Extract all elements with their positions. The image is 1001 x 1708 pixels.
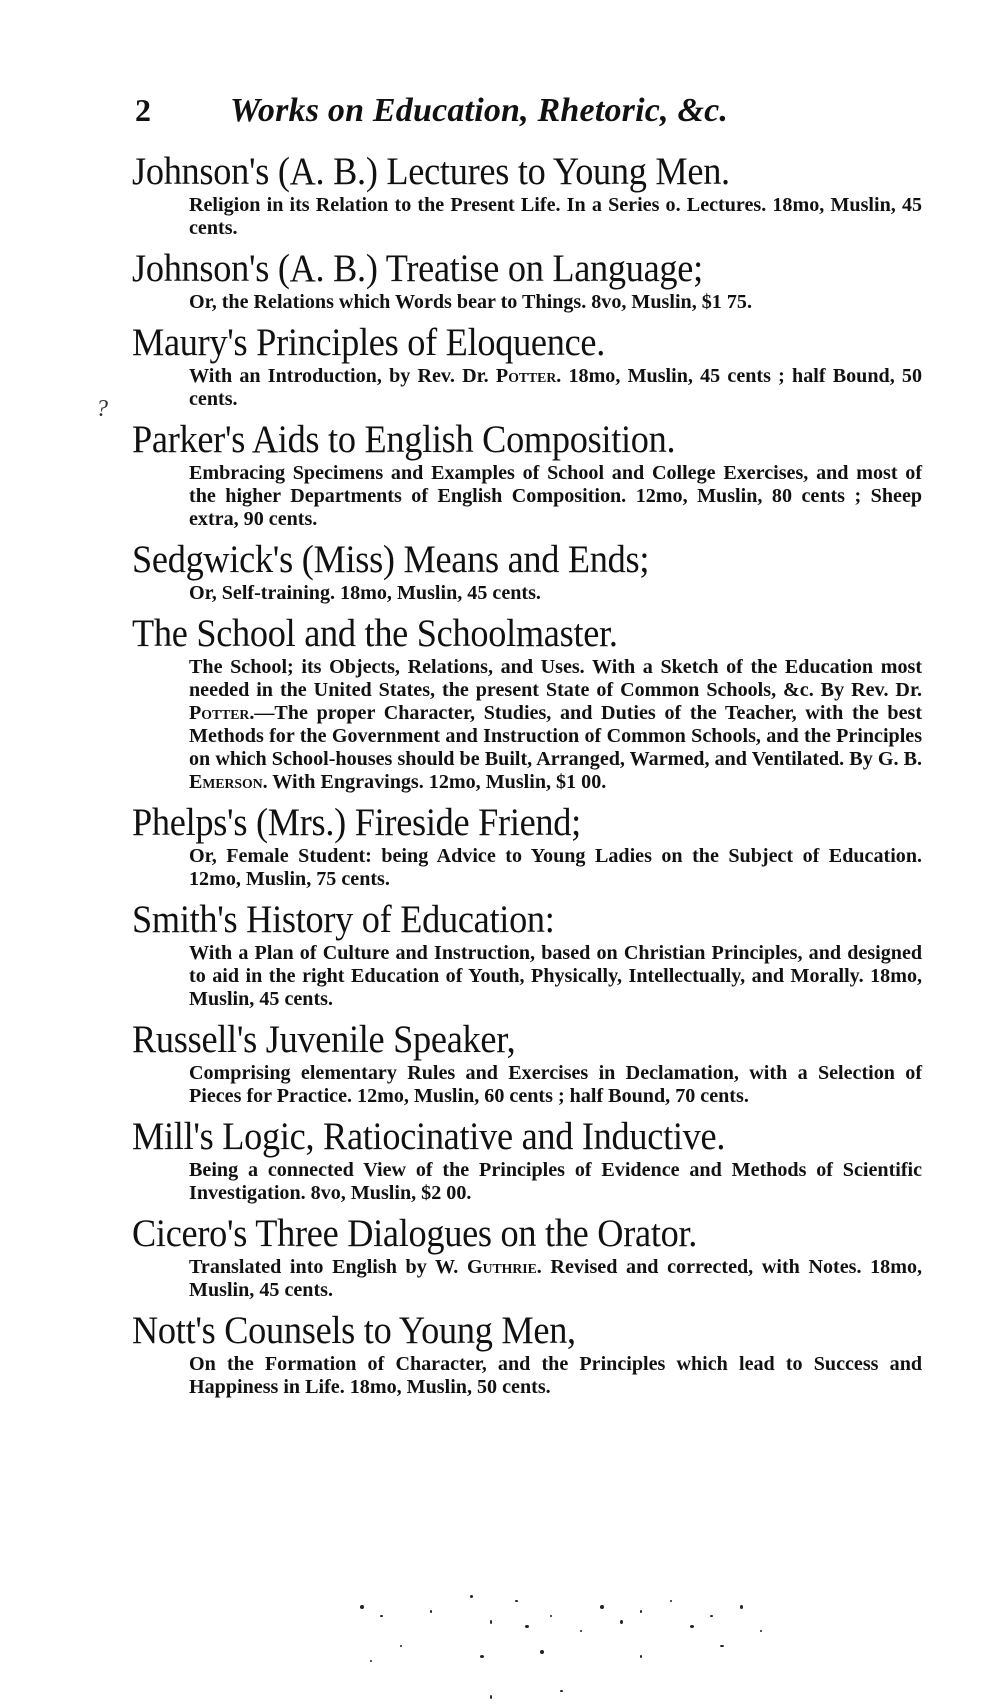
book-title: Maury's Principles of Eloquence.	[132, 321, 606, 364]
scan-noise	[340, 1585, 820, 1695]
book-title: Smith's History of Education:	[132, 898, 555, 941]
book-title: Sedgwick's (Miss) Means and Ends;	[132, 538, 650, 581]
scan-speck	[470, 1595, 473, 1598]
book-list	[132, 150, 942, 1406]
scan-speck	[640, 1610, 642, 1613]
scan-speck	[380, 1615, 383, 1617]
author-name: Potter	[495, 365, 557, 387]
page-number: 2	[135, 92, 151, 128]
scan-speck	[760, 1630, 762, 1632]
book-description: Comprising elementary Rules and Exercises in Declamation, with a Selection of Pieces for Practice. 12mo, Muslin, 60 cents ; half Bound, 70 cents.	[189, 1062, 923, 1107]
book-description	[189, 365, 922, 411]
scan-speck	[580, 1630, 582, 1632]
author-name: Emerson	[189, 771, 263, 793]
scan-speck	[490, 1695, 492, 1699]
scan-speck	[640, 1655, 642, 1658]
scan-speck	[550, 1615, 552, 1617]
book-description: Or, Self-training. 18mo, Muslin, 45 cents.	[189, 582, 541, 604]
desc-text: With an Introduction, by Rev. Dr.	[189, 365, 496, 387]
scan-speck	[740, 1605, 743, 1609]
scan-speck	[670, 1600, 672, 1602]
scan-speck	[720, 1645, 724, 1647]
scan-speck	[515, 1600, 518, 1602]
book-description	[189, 656, 922, 794]
scan-speck	[620, 1620, 623, 1624]
scan-speck	[710, 1615, 713, 1617]
book-entry	[132, 321, 942, 411]
book-entry	[132, 418, 942, 531]
book-title: Phelps's (Mrs.) Fireside Friend;	[132, 801, 581, 844]
scan-speck	[600, 1605, 604, 1609]
book-entry	[132, 247, 942, 314]
scan-speck	[370, 1660, 372, 1662]
desc-text: .—The proper Character, Studies, and Duties of the Teacher, with the best Methods for the Government and Instruction of Common Schools, and the Principles on which School-houses should be Built, Arranged, Warmed, and Ventilated. By G. B.	[189, 702, 923, 770]
author-name: Potter	[189, 702, 250, 724]
book-title: Russell's Juvenile Speaker,	[132, 1018, 516, 1061]
book-entry	[132, 150, 942, 240]
book-description: Being a connected View of the Principles of Evidence and Methods of Scientific Investigation. 8vo, Muslin, $2 00.	[189, 1159, 923, 1204]
book-entry	[132, 538, 942, 605]
book-title: Johnson's (A. B.) Lectures to Young Men.	[132, 150, 730, 193]
book-entry	[132, 1309, 942, 1399]
scan-speck	[480, 1655, 484, 1658]
book-description: On the Formation of Character, and the Principles which lead to Success and Happiness in Life. 18mo, Muslin, 50 cents.	[189, 1353, 923, 1398]
book-title: Mill's Logic, Ratiocinative and Inductive.	[132, 1115, 726, 1158]
book-description: Religion in its Relation to the Present Life. In a Series o. Lectures. 18mo, Muslin, 45 cents.	[189, 194, 923, 239]
book-title: Johnson's (A. B.) Treatise on Language;	[132, 247, 703, 290]
desc-text: Translated into English by W.	[189, 1256, 467, 1278]
scan-speck	[690, 1625, 694, 1628]
book-description: Embracing Specimens and Examples of School and College Exercises, and most of the higher Departments of English Composition. 12mo, Muslin, 80 cents ; Sheep extra, 90 cents.	[189, 462, 923, 530]
book-title: The School and the Schoolmaster.	[132, 612, 618, 655]
book-description: With a Plan of Culture and Instruction, based on Christian Principles, and designed to aid in the right Education of Youth, Physically, Intellectually, and Morally. 18mo, Muslin, 45 cents.	[189, 942, 923, 1010]
margin-annotation: ?	[96, 396, 108, 422]
book-description	[189, 1256, 922, 1302]
book-entry	[132, 1018, 942, 1108]
scan-speck	[360, 1605, 364, 1609]
desc-text: . Revised and corrected, with Notes. 18mo, Muslin, 45 cents.	[189, 1256, 923, 1301]
desc-text: The School; its Objects, Relations, and Uses. With a Sketch of the Education most needed in the United States, the present State of Common Schools, &c. By Rev. Dr.	[189, 656, 923, 701]
book-entry	[132, 1115, 942, 1205]
book-entry	[132, 801, 942, 891]
scan-speck	[560, 1690, 563, 1692]
author-name: Guthrie	[466, 1256, 537, 1278]
page-header	[135, 92, 915, 130]
book-entry	[132, 1212, 942, 1302]
book-description: Or, the Relations which Words bear to Things. 8vo, Muslin, $1 75.	[189, 291, 752, 313]
scan-speck	[430, 1610, 432, 1613]
scan-speck	[400, 1645, 402, 1647]
desc-text: . 18mo, Muslin, 45 cents ; half Bound, 50 cents.	[189, 365, 923, 410]
book-entry	[132, 612, 942, 794]
book-entry	[132, 898, 942, 1011]
desc-text: . With Engravings. 12mo, Muslin, $1 00.	[262, 771, 607, 793]
book-title: Nott's Counsels to Young Men,	[132, 1309, 576, 1352]
running-title: Works on Education, Rhetoric, &c.	[230, 92, 729, 129]
book-title: Parker's Aids to English Composition.	[132, 418, 676, 461]
book-title: Cicero's Three Dialogues on the Orator.	[132, 1212, 698, 1255]
scan-speck	[490, 1620, 492, 1624]
scan-speck	[540, 1650, 544, 1654]
book-description: Or, Female Student: being Advice to Young Ladies on the Subject of Education. 12mo, Muslin, 75 cents.	[189, 845, 923, 890]
scan-speck	[525, 1625, 529, 1628]
